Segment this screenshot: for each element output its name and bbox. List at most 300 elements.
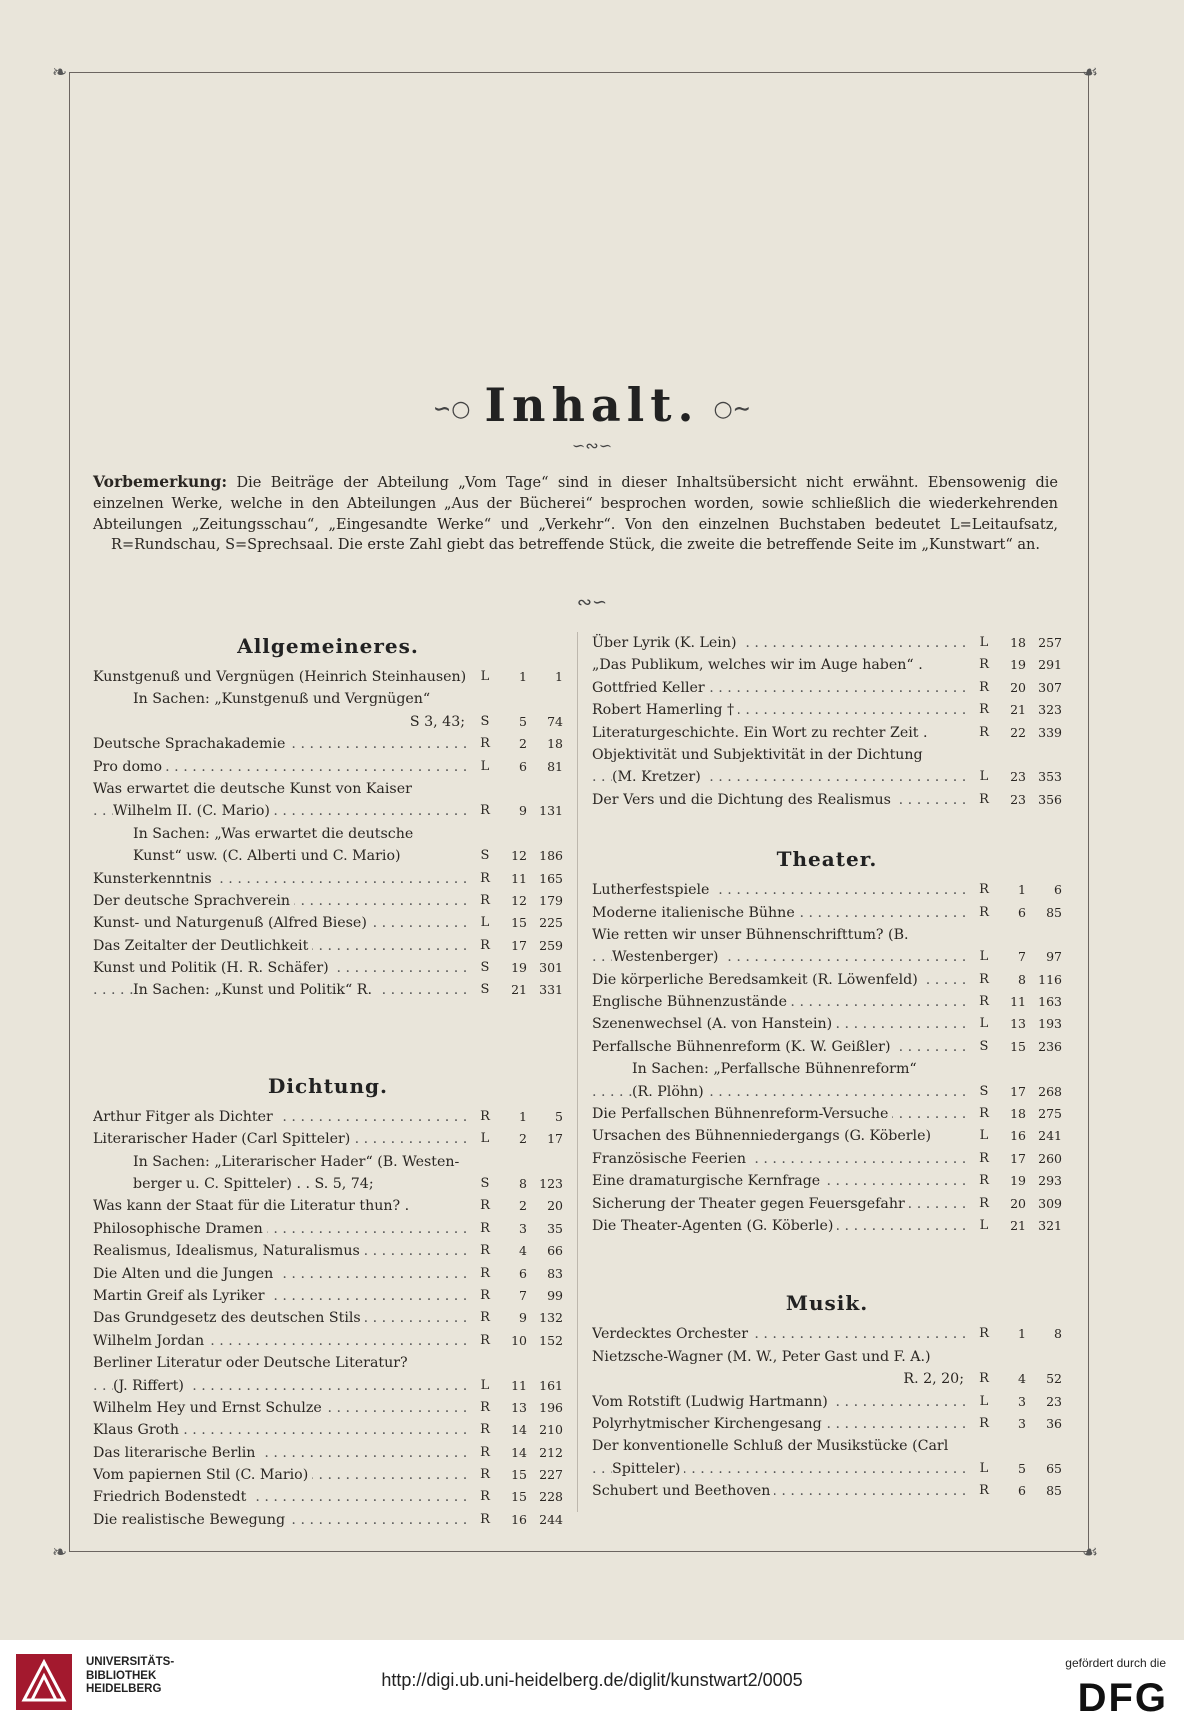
toc-entry-issue: 2 xyxy=(519,736,527,752)
toc-entry-issue: 19 xyxy=(511,960,527,976)
section-heading: Allgemeineres. xyxy=(237,634,419,658)
toc-entry-title-cell xyxy=(93,1419,471,1441)
toc-entry xyxy=(93,1330,563,1352)
toc-entry-title: Die Alten und die Jungen xyxy=(93,1266,277,1282)
toc-entry-title-cell xyxy=(93,1464,471,1486)
toc-entry-title: Die Theater-Agenten (G. Köberle) xyxy=(592,1218,837,1234)
toc-entry-type: S xyxy=(480,1176,490,1192)
toc-entry-page: 193 xyxy=(1038,1016,1062,1032)
toc-entry xyxy=(592,1368,1062,1390)
toc-entry-title: (J. Riffert) xyxy=(113,1378,188,1394)
toc-entry-title-cell xyxy=(592,1435,970,1457)
toc-entry-type: L xyxy=(480,915,490,931)
toc-entry-page: 291 xyxy=(1038,657,1062,673)
toc-entry-type: S xyxy=(480,982,490,998)
toc-entry-type: L xyxy=(480,668,490,684)
toc-entry-title: Polyrhytmischer Kirchengesang xyxy=(592,1416,826,1432)
toc-entry-type: R xyxy=(480,1243,490,1259)
toc-entry-issue: 16 xyxy=(511,1511,527,1527)
toc-entry-page: 353 xyxy=(1038,769,1062,785)
toc-entry xyxy=(592,1435,1062,1457)
toc-entry xyxy=(592,1413,1062,1435)
toc-entry-title: „Das Publikum, welches wir im Auge haben“ . xyxy=(592,657,927,673)
page-title xyxy=(0,378,1184,432)
library-name-line: HEIDELBERG xyxy=(86,1683,162,1695)
toc-entry-title: Wie retten wir unser Bühnenschrifttum? (B. xyxy=(592,927,913,943)
toc-entry-title-cell xyxy=(93,1240,471,1262)
toc-entry xyxy=(592,722,1062,744)
toc-entry-issue: 10 xyxy=(511,1332,527,1348)
toc-entry-title-cell xyxy=(93,733,471,755)
toc-entry-issue: 1 xyxy=(519,668,527,684)
toc-entry-page: 210 xyxy=(539,1422,563,1438)
toc-entry-title-cell xyxy=(93,1397,471,1419)
toc-entry xyxy=(93,688,563,710)
section-heading: Musik. xyxy=(785,1291,869,1316)
toc-entry-type: R xyxy=(979,1173,989,1189)
toc-entry-title-cell xyxy=(592,902,970,924)
toc-entry xyxy=(592,924,1062,946)
toc-entry-title: Pro domo xyxy=(93,759,166,775)
toc-entry-page: 6 xyxy=(1054,882,1062,898)
right-column xyxy=(592,632,1062,1503)
toc-entry-type: R xyxy=(480,803,490,819)
toc-entry-title: In Sachen: „Kunstgenuß und Vergnügen“ xyxy=(133,691,434,707)
toc-entry-title: (M. Kretzer) xyxy=(612,769,705,785)
corner-ornament-icon: ❧ xyxy=(52,1542,68,1563)
toc-entry-issue: 13 xyxy=(1010,1016,1026,1032)
toc-entry-title-cell xyxy=(93,957,471,979)
toc-entry-title: In Sachen: „Kunst und Politik“ R. xyxy=(133,982,376,998)
toc-entry xyxy=(93,1509,563,1531)
toc-entry-title: Literarischer Hader (Carl Spitteler) xyxy=(93,1131,354,1147)
toc-entry-title-cell xyxy=(93,1330,471,1352)
toc-entry-type: L xyxy=(979,634,989,650)
note-lead: Vorbemerkung: xyxy=(93,472,228,491)
toc-entry-issue: 1 xyxy=(1018,1326,1026,1342)
preliminary-note xyxy=(93,472,1058,556)
toc-entry-type: L xyxy=(979,1016,989,1032)
toc-entry-title: Sicherung der Theater gegen Feuersgefahr xyxy=(592,1196,909,1212)
toc-entry xyxy=(93,1106,563,1128)
toc-entry-issue: 8 xyxy=(519,1176,527,1192)
toc-entry-type: R xyxy=(480,1198,490,1214)
toc-entry-title-cell xyxy=(592,991,970,1013)
toc-entry-page: 20 xyxy=(547,1198,563,1214)
toc-entry xyxy=(592,1193,1062,1215)
toc-entry-title: Die körperliche Beredsamkeit (R. Löwenfeld) xyxy=(592,972,922,988)
toc-entry-type: L xyxy=(480,758,490,774)
toc-entry-issue: 2 xyxy=(519,1131,527,1147)
toc-entry xyxy=(592,1323,1062,1345)
toc-entry-page: 74 xyxy=(547,713,563,729)
toc-entry xyxy=(592,744,1062,766)
toc-entry-page: 97 xyxy=(1046,949,1062,965)
toc-entry-page: 1 xyxy=(555,668,563,684)
toc-entry-title: In Sachen: „Perfallsche Bühnenreform“ xyxy=(632,1061,921,1077)
toc-entry-type: L xyxy=(979,949,989,965)
toc-entry-issue: 16 xyxy=(1010,1128,1026,1144)
sponsor-label: gefördert durch die xyxy=(1065,1656,1166,1670)
toc-entry-title-cell xyxy=(592,1391,970,1413)
toc-entry xyxy=(93,1307,563,1329)
toc-entry-title-cell xyxy=(592,722,970,744)
toc-entry xyxy=(93,800,563,822)
toc-entry-page: 225 xyxy=(539,915,563,931)
toc-entry-title-cell xyxy=(93,666,471,688)
toc-entry-title-cell xyxy=(592,1081,970,1103)
toc-entry-title: Das Zeitalter der Deutlichkeit xyxy=(93,938,312,954)
toc-entry-page: 85 xyxy=(1046,904,1062,920)
toc-entry-issue: 18 xyxy=(1010,1106,1026,1122)
toc-entry-type: R xyxy=(979,1106,989,1122)
toc-entry-page: 165 xyxy=(539,870,563,886)
toc-entry-type: R xyxy=(979,679,989,695)
toc-entry-issue: 7 xyxy=(519,1287,527,1303)
toc-entry-type: S xyxy=(480,713,490,729)
toc-entry-title: S 3, 43; xyxy=(410,714,471,730)
toc-entry-title-cell xyxy=(592,766,970,788)
toc-entry-title: Was erwartet die deutsche Kunst von Kaiser xyxy=(93,781,416,797)
toc-entry-type: R xyxy=(979,882,989,898)
toc-entry-title-cell xyxy=(93,1151,471,1173)
toc-entry-issue: 3 xyxy=(519,1220,527,1236)
toc-entry xyxy=(93,1375,563,1397)
toc-entry-title: Martin Greif als Lyriker xyxy=(93,1288,269,1304)
toc-entry-page: 18 xyxy=(547,736,563,752)
toc-entry-type: R xyxy=(979,1371,989,1387)
toc-entry-title-cell xyxy=(592,1013,970,1035)
toc-entry-type: R xyxy=(480,736,490,752)
toc-entry xyxy=(93,979,563,1001)
toc-entry-issue: 13 xyxy=(511,1399,527,1415)
toc-entry-type: R xyxy=(480,1108,490,1124)
toc-entry-type: R xyxy=(979,724,989,740)
toc-entry-title-cell xyxy=(592,1413,970,1435)
toc-entry-type: L xyxy=(979,769,989,785)
toc-entry-title: Die realistische Bewegung xyxy=(93,1512,289,1528)
toc-entry-title: R. 2, 20; xyxy=(903,1371,970,1387)
toc-entry-title-cell xyxy=(592,744,970,766)
toc-entry-page: 259 xyxy=(539,937,563,953)
toc-entry-issue: 4 xyxy=(1018,1371,1026,1387)
toc-entry-title: berger u. C. Spitteler) . . S. 5, 74; xyxy=(133,1176,378,1192)
toc-entry-page: 257 xyxy=(1038,634,1062,650)
toc-entry-issue: 6 xyxy=(1018,904,1026,920)
toc-entry xyxy=(93,1263,563,1285)
toc-entry-title: Deutsche Sprachakademie xyxy=(93,736,289,752)
toc-entry-type: R xyxy=(480,1220,490,1236)
toc-entry-issue: 14 xyxy=(511,1444,527,1460)
toc-entry-issue: 1 xyxy=(1018,882,1026,898)
toc-entry-type: R xyxy=(480,937,490,953)
toc-entry xyxy=(592,1103,1062,1125)
toc-entry-issue: 15 xyxy=(511,1467,527,1483)
divider-ornament-icon: ∾∽ xyxy=(576,592,608,613)
toc-entry xyxy=(93,1352,563,1374)
source-url-link[interactable]: http://digi.ub.uni-heidelberg.de/diglit/kunstwart2/0005 xyxy=(381,1670,803,1690)
toc-entry-title-cell xyxy=(93,1442,471,1464)
toc-entry-title: Wilhelm Jordan xyxy=(93,1333,208,1349)
toc-entry xyxy=(93,1464,563,1486)
toc-entry-title: Objektivität und Subjektivität in der Dichtung xyxy=(592,747,927,763)
toc-entry-type: R xyxy=(480,1422,490,1438)
section-spacer xyxy=(592,1237,1062,1289)
toc-entry xyxy=(592,1036,1062,1058)
corner-ornament-icon: ☙ xyxy=(1082,62,1099,83)
toc-entry-page: 301 xyxy=(539,960,563,976)
toc-entry xyxy=(93,845,563,867)
toc-entry-title-cell xyxy=(592,699,970,721)
toc-entry xyxy=(592,1458,1062,1480)
toc-entry xyxy=(93,957,563,979)
toc-entry-type: L xyxy=(480,1377,490,1393)
toc-entry xyxy=(93,1285,563,1307)
toc-entry-title: Das literarische Berlin xyxy=(93,1445,259,1461)
toc-entry-page: 5 xyxy=(555,1108,563,1124)
toc-entry-page: 268 xyxy=(1038,1083,1062,1099)
toc-entry-page: 36 xyxy=(1046,1415,1062,1431)
toc-entry-type: S xyxy=(979,1083,989,1099)
toc-entry xyxy=(592,991,1062,1013)
swash-right-icon: ○∼ xyxy=(713,396,752,422)
toc-entry-title: Schubert und Beethoven xyxy=(592,1483,774,1499)
toc-entry-title-cell xyxy=(592,1058,970,1080)
toc-entry xyxy=(592,699,1062,721)
toc-entry-title: Kunst- und Naturgenuß (Alfred Biese) xyxy=(93,915,371,931)
toc-entry-issue: 3 xyxy=(1018,1415,1026,1431)
toc-entry-page: 132 xyxy=(539,1310,563,1326)
toc-entry-title-cell xyxy=(93,890,471,912)
toc-entry-title-cell xyxy=(93,912,471,934)
toc-entry-issue: 20 xyxy=(1010,1195,1026,1211)
toc-entry-issue: 14 xyxy=(511,1422,527,1438)
toc-entry-issue: 20 xyxy=(1010,679,1026,695)
dfg-logo: DFG xyxy=(1077,1676,1168,1720)
toc-entry xyxy=(93,711,563,733)
toc-entry-issue: 5 xyxy=(1018,1460,1026,1476)
toc-entry-type: L xyxy=(480,1131,490,1147)
toc-entry-type: R xyxy=(480,1444,490,1460)
toc-entry-title: Moderne italienische Bühne xyxy=(592,905,799,921)
toc-entry-page: 309 xyxy=(1038,1195,1062,1211)
toc-entry-title: Englische Bühnenzustände xyxy=(592,994,791,1010)
toc-entry-title: Lutherfestspiele xyxy=(592,882,713,898)
toc-entry-type: R xyxy=(979,1150,989,1166)
toc-entry-title: Der Vers und die Dichtung des Realismus xyxy=(592,792,895,808)
toc-entry-title-cell xyxy=(93,1375,471,1397)
toc-entry-page: 331 xyxy=(539,982,563,998)
toc-entry-issue: 4 xyxy=(519,1243,527,1259)
toc-entry-type: S xyxy=(480,960,490,976)
toc-entry xyxy=(592,1170,1062,1192)
toc-entry-title-cell xyxy=(93,756,471,778)
toc-entry-page: 323 xyxy=(1038,702,1062,718)
toc-entry-page: 116 xyxy=(1038,971,1062,987)
toc-entry-issue: 19 xyxy=(1010,1173,1026,1189)
toc-entry xyxy=(93,823,563,845)
toc-entry-title: Kunst“ usw. (C. Alberti und C. Mario) xyxy=(133,848,405,864)
toc-entry-page: 228 xyxy=(539,1489,563,1505)
toc-entry-title-cell xyxy=(93,711,471,733)
toc-entry-issue: 1 xyxy=(519,1108,527,1124)
toc-entry xyxy=(93,1419,563,1441)
toc-entry-title-cell xyxy=(93,800,471,822)
toc-entry-issue: 12 xyxy=(511,848,527,864)
toc-entry-page: 293 xyxy=(1038,1173,1062,1189)
toc-entry-page: 99 xyxy=(547,1287,563,1303)
toc-entry-title-cell xyxy=(93,868,471,890)
toc-entry-page: 307 xyxy=(1038,679,1062,695)
toc-entry-title-cell xyxy=(592,1170,970,1192)
toc-entry-title-cell xyxy=(592,654,970,676)
toc-entry-title-cell xyxy=(93,979,471,1001)
toc-entry-type: R xyxy=(979,1483,989,1499)
toc-entry-issue: 6 xyxy=(1018,1483,1026,1499)
toc-entry-title-cell xyxy=(93,1173,471,1195)
library-name-line: UNIVERSITÄTS- xyxy=(86,1656,175,1668)
toc-entry xyxy=(592,1148,1062,1170)
toc-entry-page: 186 xyxy=(539,848,563,864)
toc-entry-page: 339 xyxy=(1038,724,1062,740)
toc-entry-title-cell xyxy=(93,1352,471,1374)
toc-entry-issue: 15 xyxy=(511,915,527,931)
toc-entry-title: Westenberger) xyxy=(612,949,722,965)
toc-entry-page: 52 xyxy=(1046,1371,1062,1387)
toc-entry xyxy=(592,1480,1062,1502)
toc-entry-title: Berliner Literatur oder Deutsche Literatur? xyxy=(93,1355,412,1371)
toc-entry-title: Klaus Groth xyxy=(93,1422,183,1438)
toc-entry-title-cell xyxy=(592,1368,970,1390)
toc-entry-page: 356 xyxy=(1038,791,1062,807)
toc-entry-issue: 8 xyxy=(1018,971,1026,987)
toc-entry-page: 83 xyxy=(547,1265,563,1281)
toc-entry-page: 65 xyxy=(1046,1460,1062,1476)
toc-entry xyxy=(592,1346,1062,1368)
toc-entry xyxy=(592,677,1062,699)
toc-entry-title-cell xyxy=(93,935,471,957)
toc-entry-title-cell xyxy=(93,845,471,867)
toc-entry-issue: 11 xyxy=(1010,994,1026,1010)
toc-entry-type: R xyxy=(979,791,989,807)
toc-entry-type: R xyxy=(480,870,490,886)
toc-entry-title-cell xyxy=(93,1128,471,1150)
toc-entry-issue: 6 xyxy=(519,758,527,774)
toc-entry-type: R xyxy=(480,1265,490,1281)
toc-entry-issue: 21 xyxy=(1010,702,1026,718)
toc-entry-title: In Sachen: „Literarischer Hader“ (B. Westen- xyxy=(133,1154,463,1170)
corner-ornament-icon: ❧ xyxy=(52,62,68,83)
toc-entry xyxy=(592,1058,1062,1080)
toc-entry-issue: 9 xyxy=(519,803,527,819)
toc-entry-title: Verdecktes Orchester xyxy=(592,1326,752,1342)
toc-entry-type: L xyxy=(979,1460,989,1476)
toc-entry-title: Wilhelm II. (C. Mario) xyxy=(113,803,274,819)
toc-entry xyxy=(592,969,1062,991)
toc-entry-page: 236 xyxy=(1038,1038,1062,1054)
toc-entry-page: 163 xyxy=(1038,994,1062,1010)
toc-entry-page: 66 xyxy=(547,1243,563,1259)
toc-entry-issue: 9 xyxy=(519,1310,527,1326)
toc-entry xyxy=(93,912,563,934)
toc-entry-page: 241 xyxy=(1038,1128,1062,1144)
toc-entry-title-cell xyxy=(592,924,970,946)
toc-entry-type: R xyxy=(480,1310,490,1326)
divider-ornament-icon: ∽∾∽ xyxy=(571,436,613,455)
toc-entry-title-cell xyxy=(592,1480,970,1502)
toc-entry-issue: 6 xyxy=(519,1265,527,1281)
toc-entry-type: R xyxy=(480,1399,490,1415)
toc-entry-title: Vom Rotstift (Ludwig Hartmann) xyxy=(592,1394,832,1410)
toc-entry-type: R xyxy=(979,994,989,1010)
toc-entry-type: R xyxy=(480,1511,490,1527)
toc-entry-title-cell xyxy=(93,1285,471,1307)
section-spacer xyxy=(592,811,1062,845)
toc-entry-issue: 23 xyxy=(1010,791,1026,807)
toc-entry-title: Kunsterkenntnis xyxy=(93,871,216,887)
toc-entry-title-cell xyxy=(592,632,970,654)
toc-entry xyxy=(93,778,563,800)
toc-entry-page: 212 xyxy=(539,1444,563,1460)
toc-entry-title-cell xyxy=(592,879,970,901)
left-column xyxy=(93,632,563,1531)
toc-entry-type: R xyxy=(979,657,989,673)
toc-entry-title: Die Perfallschen Bühnenreform-Versuche xyxy=(592,1106,892,1122)
toc-entry-issue: 11 xyxy=(511,870,527,886)
toc-entry-title: Das Grundgesetz des deutschen Stils xyxy=(93,1310,365,1326)
toc-entry-issue: 15 xyxy=(1010,1038,1026,1054)
toc-entry-title: Vom papiernen Stil (C. Mario) xyxy=(93,1467,312,1483)
toc-entry-issue: 17 xyxy=(1010,1083,1026,1099)
title-block xyxy=(0,378,1184,455)
swash-left-icon: ∽○ xyxy=(432,396,471,422)
toc-entry-title-cell xyxy=(592,1125,970,1147)
toc-entry-title-cell xyxy=(93,1486,471,1508)
toc-entry-page: 260 xyxy=(1038,1150,1062,1166)
toc-entry-title: In Sachen: „Was erwartet die deutsche xyxy=(133,826,417,842)
toc-entry-issue: 12 xyxy=(511,892,527,908)
toc-entry-page: 196 xyxy=(539,1399,563,1415)
footer-bar xyxy=(0,1640,1184,1734)
toc-entry-type: L xyxy=(979,1217,989,1233)
toc-entry-page: 85 xyxy=(1046,1483,1062,1499)
toc-entry-title: Spitteler) xyxy=(612,1461,684,1477)
toc-entry-type: R xyxy=(480,1467,490,1483)
toc-entry xyxy=(93,733,563,755)
toc-entry-page: 131 xyxy=(539,803,563,819)
toc-entry-title: Nietzsche-Wagner (M. W., Peter Gast und F. A.) xyxy=(592,1349,935,1365)
toc-entry-page: 227 xyxy=(539,1467,563,1483)
toc-entry-title-cell xyxy=(93,688,471,710)
toc-entry-page: 275 xyxy=(1038,1106,1062,1122)
toc-entry xyxy=(592,789,1062,811)
toc-entry-title-cell xyxy=(592,1323,970,1345)
toc-entry xyxy=(93,868,563,890)
toc-entry-type: R xyxy=(480,892,490,908)
toc-entry-title: Über Lyrik (K. Lein) xyxy=(592,635,741,651)
toc-entry-issue: 15 xyxy=(511,1489,527,1505)
toc-entry xyxy=(592,946,1062,968)
toc-entry-title-cell xyxy=(592,677,970,699)
section-heading: Theater. xyxy=(776,847,878,872)
column-divider xyxy=(577,632,578,1512)
toc-entry xyxy=(592,766,1062,788)
toc-entry-type: L xyxy=(979,1128,989,1144)
toc-entry xyxy=(93,890,563,912)
toc-entry-type: R xyxy=(979,702,989,718)
toc-entry xyxy=(93,756,563,778)
toc-entry-issue: 3 xyxy=(1018,1393,1026,1409)
